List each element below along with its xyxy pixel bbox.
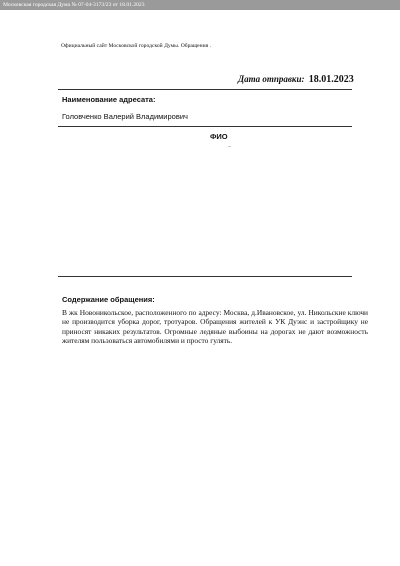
appeal-content-label: Содержание обращения:: [62, 295, 155, 304]
site-title: Официальный сайт Московской городской Думы. Обращения .: [61, 43, 212, 49]
divider: [58, 89, 352, 90]
redacted-mark: [228, 146, 231, 147]
dispatch-date-row: [238, 74, 354, 85]
addressee-label: Наименование адресата:: [62, 95, 156, 104]
divider: [58, 126, 352, 127]
addressee-name: Головченко Валерий Владимирович: [62, 112, 188, 121]
registration-number: Московская городская Дума № 07-04-3173/23 от 18.01.2023: [3, 2, 145, 8]
appeal-content-text: В жк Новоникольское, расположенного по адресу: Москва, д.Ивановское, ул. Никольские ключи не производится уборка дорог, тротуаров. Обращения жителей к УК Дуэнс и застройщику не приносят никаких результатов. Огромные ледяные выбоины на дорогах не дают возможность жителям пользоваться автомобилями и просто гулять.: [62, 308, 368, 346]
divider: [58, 276, 352, 277]
dispatch-date-label: Дата отправки:: [238, 74, 305, 84]
dispatch-date-value: 18.01.2023: [308, 74, 354, 85]
document-header-bar: [0, 0, 400, 10]
sender-fio-label: ФИО: [210, 132, 228, 141]
